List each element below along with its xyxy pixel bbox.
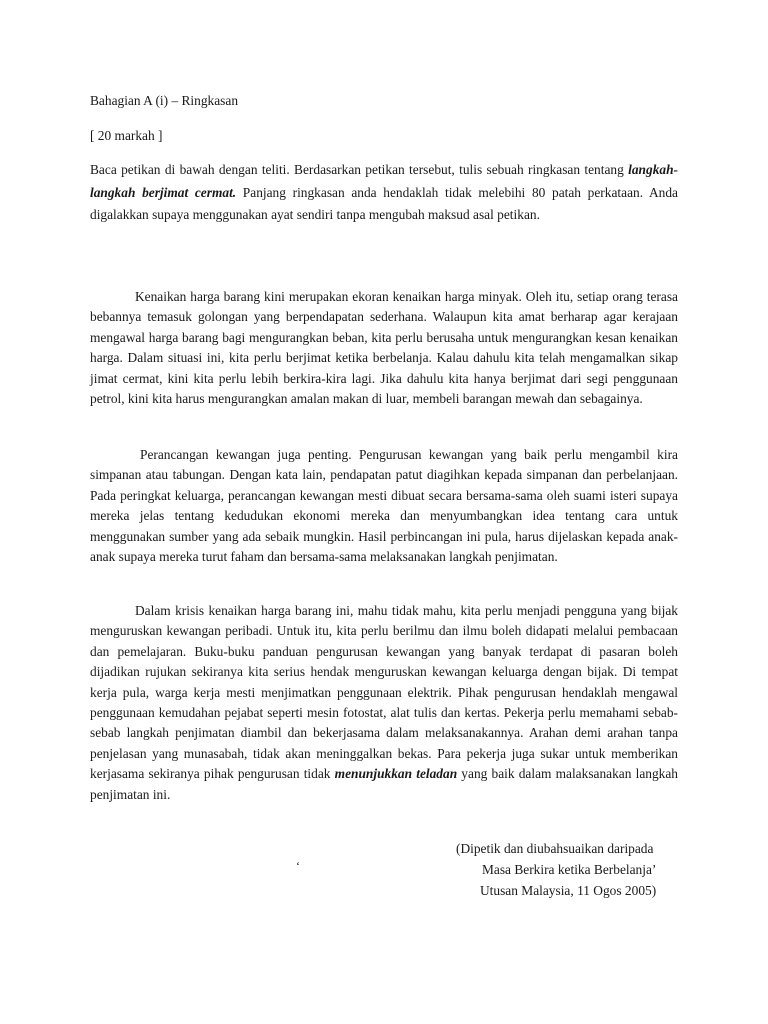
marks-label: [ 20 markah ] [90,128,163,143]
source-line-2: Masa Berkira ketika Berbelanja’ [482,862,657,877]
passage-paragraph-3 [90,601,678,805]
paragraph-3-text-after: yang baik dalam malaksanakan langkah penjimatan ini. [90,766,678,802]
passage-paragraph-1: Kenaikan harga barang kini merupakan ekoran kenaikan harga minyak. Oleh itu, setiap orang terasa bebannya temasuk golongan yang berpendapatan sederhana. Walaupun kita amat berharap agar kerajaan mengawal harga barang bagi mengurangkan beban, kita perlu berusaha untuk mengurangkan kesan kenaikan harga. Dalam situasi ini, kita perlu berjimat ketika berbelanja. Kalau dahulu kita telah mengamalkan sikap jimat cermat, kini kita perlu lebih berkira-kira lagi. Jika dahulu kita hanya berjimat dari segi penggunaan petrol, kini kita harus mengurangkan amalan makan di luar, membeli barangan mewah dan sebagainya. [90,289,678,407]
source-opening-quote: ‘ [296,859,300,873]
source-line-1: (Dipetik dan diubahsuaikan daripada [456,841,654,856]
paragraph-3-text-before: Dalam krisis kenaikan harga barang ini, mahu tidak mahu, kita perlu menjadi pengguna yang bijak menguruskan kewangan peribadi. Untuk itu, kita perlu berilmu dan ilmu boleh didapati melalui pembacaan dan pemelajaran. Buku-buku panduan pengurusan kewangan yang banyak terdapat di pasaran boleh dijadikan rujukan sekiranya kita serius hendak menguruskan kewangan keluarga dengan bijak. Di tempat kerja pula, warga kerja mesti menjimatkan penggunaan elektrik. Pihak pengurusan hendaklah mengawal penggunaan kemudahan pejabat seperti mesin fotostat, alat tulis dan kertas. Pekerja perlu memahami sebab-sebab langkah penjimatan diambil dan bekerjasama dalam melaksanakannya. Arahan demi arahan tanpa penjelasan yang munasabah, tidak akan meninggalkan bekas. Para pekerja juga sukar untuk memberikan kerjasama sekiranya pihak pengurusan tidak [90,603,678,782]
section-title: Bahagian A (i) – Ringkasan [90,93,239,108]
instructions-text-before: Baca petikan di bawah dengan teliti. Berdasarkan petikan tersebut, tulis sebuah ringkasan tentang [90,162,629,177]
instructions-paragraph [90,159,678,227]
source-line-3: Utusan Malaysia, 11 Ogos 2005) [480,883,657,898]
passage-paragraph-2: Perancangan kewangan juga penting. Pengurusan kewangan yang baik perlu mengambil kira simpanan atau tabungan. Dengan kata lain, pendapatan patut diagihkan kepada simpanan dan perbelanjaan. Pada peringkat keluarga, perancangan kewangan mesti dibuat secara bersama-sama oleh suami isteri supaya mereka jelas tentang kedudukan ekonomi mereka dan menyumbangkan idea tentang cara untuk menggunakan sumber yang ada sebaik mungkin. Hasil perbincangan ini pula, harus dijelaskan kepada anak-anak supaya mereka turut faham dan bersama-sama melaksanakan langkah penjimatan. [90,447,678,565]
instructions-emphasis: langkah-langkah berjimat cermat. [90,162,678,200]
paragraph-3-emphasis: menunjukkan teladan [334,766,458,782]
instructions-text-after: Panjang ringkasan anda hendaklah tidak melebihi 80 patah perkataan. Anda digalakkan supaya menggunakan ayat sendiri tanpa mengubah maksud asal petikan. [90,184,678,222]
